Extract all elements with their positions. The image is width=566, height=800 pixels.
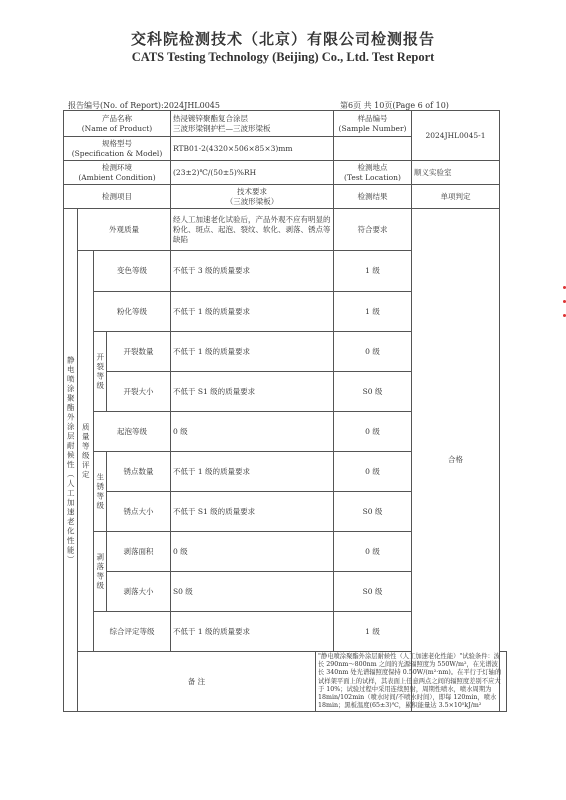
product-name-value: 热浸镀锌聚酯复合涂层 三波形梁钢护栏—三波形梁板 <box>171 111 334 137</box>
spec-label: 规格型号 (Specification & Model) <box>64 137 171 161</box>
report-number: 报告编号(No. of Report):2024JHL0045 <box>68 101 220 110</box>
rust-group-label: 生锈等级 <box>95 472 105 511</box>
row-requirement: 不低于 S1 级的质量要求 <box>171 372 334 412</box>
row-item: 剥落大小 <box>107 572 171 612</box>
row-item: 起泡等级 <box>94 412 171 452</box>
row-requirement: 0 级 <box>171 532 334 572</box>
category-cell <box>64 209 78 712</box>
row-item: 锈点数量 <box>107 452 171 492</box>
row-item: 开裂数量 <box>107 332 171 372</box>
spec-value: RTB01-2(4320×506×85×3)mm <box>171 137 334 161</box>
report-title-en: CATS Testing Technology (Beijing) Co., Ltd. Test Report <box>131 50 435 64</box>
ambient-label: 检测环境 (Ambient Condition) <box>64 161 171 185</box>
rust-group-cell <box>94 452 107 532</box>
sample-number-value: 2024JHL0045-1 <box>412 111 500 161</box>
row-result: 0 级 <box>334 452 412 492</box>
row-result: S0 级 <box>334 492 412 532</box>
row-item: 变色等级 <box>94 251 171 292</box>
verdict-cell: 合格 <box>412 209 500 712</box>
report-title-cn: 交科院检测技术（北京）有限公司检测报告 <box>130 30 435 48</box>
row-result: 1 级 <box>334 251 412 292</box>
sample-number-label-cont <box>334 137 412 161</box>
row-result: 0 级 <box>334 532 412 572</box>
location-label: 检测地点 (Test Location) <box>334 161 412 185</box>
row-result: 1 级 <box>334 612 412 652</box>
row-item: 开裂大小 <box>107 372 171 412</box>
row-requirement: 不低于 1 级的质量要求 <box>171 292 334 332</box>
row-item: 粉化等级 <box>94 292 171 332</box>
col-item-header: 检测项目 <box>64 185 171 209</box>
col-requirement-header: 技术要求 （三波形梁板） <box>171 185 334 209</box>
quality-group-label: 质量等级评定 <box>81 422 91 480</box>
test-report-table <box>63 110 507 712</box>
location-value: 顺义实验室 <box>412 161 500 185</box>
product-name-label: 产品名称 (Name of Product) <box>64 111 171 137</box>
row-result: 1 级 <box>334 292 412 332</box>
row-requirement: 不低于 3 级的质量要求 <box>171 251 334 292</box>
ambient-value: (23±2)℃/(50±5)%RH <box>171 161 334 185</box>
col-verdict-header: 单项判定 <box>412 185 500 209</box>
row-item: 锈点大小 <box>107 492 171 532</box>
page-number: 第6页 共 10页(Page 6 of 10) <box>340 101 449 110</box>
row-requirement: 不低于 S1 级的质量要求 <box>171 492 334 532</box>
sample-number-label: 样品编号 (Sample Number) <box>334 111 412 137</box>
row-result: S0 级 <box>334 572 412 612</box>
remarks-label: 备 注 <box>78 652 316 712</box>
row-requirement: 经人工加速老化试验后，产品外观不应有明显的粉化、斑点、起泡、裂纹、软化、剥落、锈点等缺陷 <box>171 209 334 251</box>
row-item: 外观质量 <box>78 209 171 251</box>
row-result: S0 级 <box>334 372 412 412</box>
row-requirement: 不低于 1 级的质量要求 <box>171 332 334 372</box>
row-item: 综合评定等级 <box>94 612 171 652</box>
row-requirement: 不低于 1 级的质量要求 <box>171 612 334 652</box>
row-result: 0 级 <box>334 412 412 452</box>
category-label: 静电喷涂聚酯外涂层耐候性（人工加速老化性能） <box>66 355 76 565</box>
col-result-header: 检测结果 <box>334 185 412 209</box>
row-requirement: S0 级 <box>171 572 334 612</box>
row-requirement: 0 级 <box>171 412 334 452</box>
row-result: 符合要求 <box>334 209 412 251</box>
row-item: 剥落面积 <box>107 532 171 572</box>
crack-group-label: 开裂等级 <box>95 352 105 391</box>
remarks-text: "静电喷涂聚酯外涂层耐候性（人工加速老化性能）"试验条件：波长 290nm～800nm 之间的光源辐照度为 550W/m²，在光谱波长 340nm 处光谱辐照度保持 0.50W/(m²·nm)。在平行于灯轴的试样架平面上的试样，其表面上任意两点之间的辐照度差别不应大于 10%；试验过程中采用连续照射，周期性喷水，喷水周期为 18min/102min（喷水时间/不喷水时间），即每 120min，喷水 18min；黑板温度(65±3)℃，累积能量达 3.5×10⁵kJ/m² <box>316 652 507 712</box>
crack-group-cell <box>94 332 107 412</box>
peel-group-cell <box>94 532 107 612</box>
row-result: 0 级 <box>334 332 412 372</box>
row-requirement: 不低于 1 级的质量要求 <box>171 452 334 492</box>
quality-group-cell <box>78 251 94 652</box>
peel-group-label: 剥落等级 <box>95 552 105 591</box>
